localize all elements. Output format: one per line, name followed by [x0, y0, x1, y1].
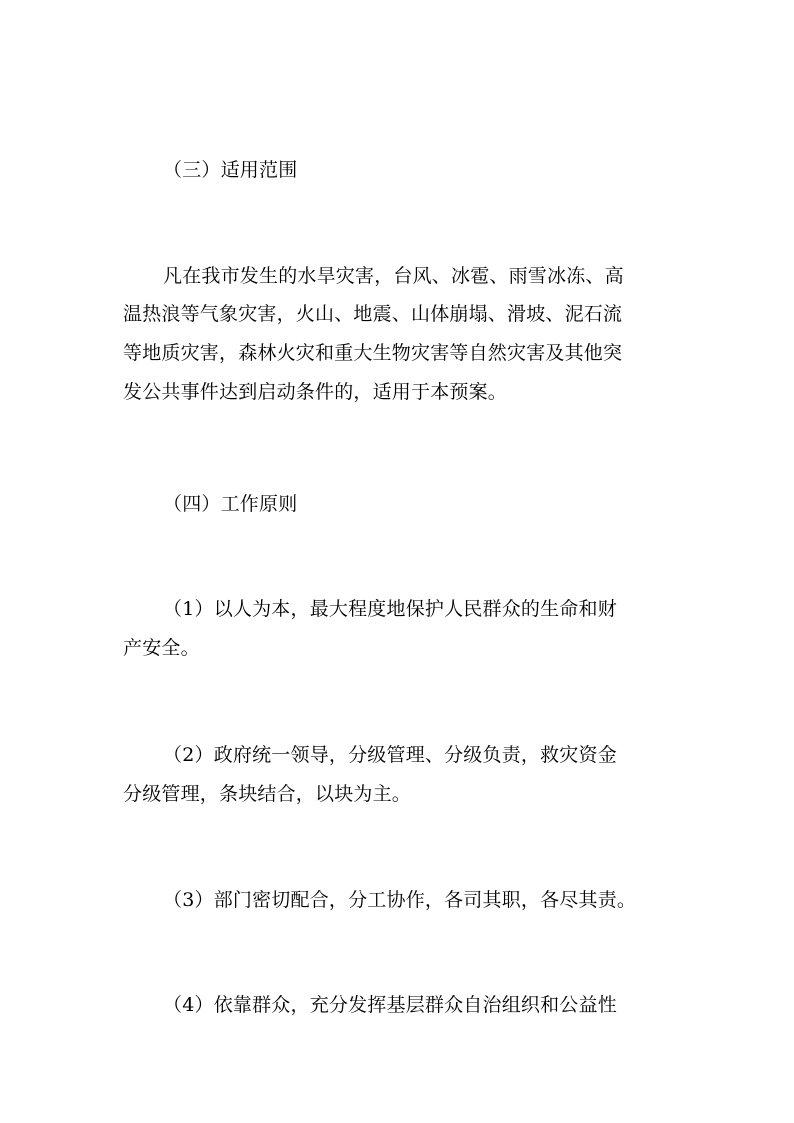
- principle-1-line-1: （1）以人为本，最大程度地保护人民群众的生命和财: [163, 598, 617, 620]
- scope-paragraph-line-1: 凡在我市发生的水旱灾害，台风、冰雹、雨雪冰冻、高: [163, 265, 624, 287]
- principle-2-line-1: （2）政府统一领导，分级管理、分级负责，救灾资金: [163, 744, 617, 766]
- scope-paragraph-line-4: 发公共事件达到启动条件的，适用于本预案。: [123, 381, 508, 403]
- scope-paragraph-line-2: 温热浪等气象灾害，火山、地震、山体崩塌、滑坡、泥石流: [123, 303, 623, 325]
- principle-4-line-1: （4）依靠群众，充分发挥基层群众自治组织和公益性: [163, 994, 617, 1016]
- principle-2-line-2: 分级管理，条块结合，以块为主。: [123, 783, 412, 805]
- section-heading-scope: （三）适用范围: [163, 159, 298, 181]
- section-heading-principles: （四）工作原则: [163, 493, 298, 515]
- scope-paragraph-line-3: 等地质灾害，森林火灾和重大生物灾害等自然灾害及其他突: [123, 342, 623, 364]
- principle-3-line-1: （3）部门密切配合，分工协作，各司其职，各尽其责。: [163, 889, 637, 911]
- principle-1-line-2: 产安全。: [123, 637, 200, 659]
